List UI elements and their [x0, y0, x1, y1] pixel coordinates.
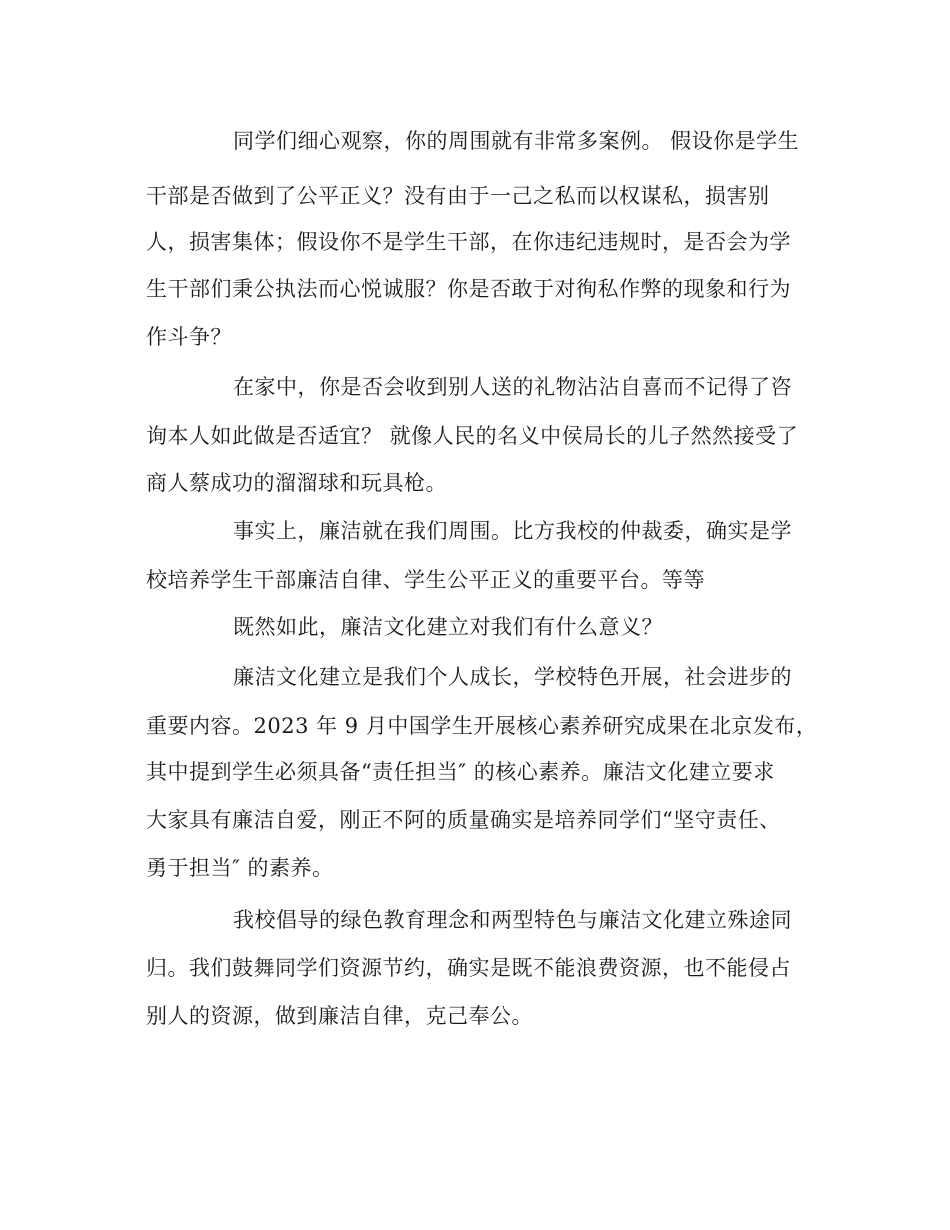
- text-line: 我校倡导的绿色教育理念和两型特色与廉洁文化建立殊途同: [233, 908, 792, 932]
- text-line: 询本人如此做是否适宜？ 就像人民的名义中侯局长的儿子然然接受了: [146, 424, 799, 448]
- text-line: 商人蔡成功的溜溜球和玩具枪。: [146, 471, 447, 495]
- text-line: 在家中，你是否会收到别人送的礼物沾沾自喜而不记得了咨: [233, 375, 792, 399]
- text-line: 干部是否做到了公平正义？没有由于一己之私而以权谋私，损害别: [146, 184, 770, 208]
- text-line: 勇于担当″ 的素养。: [146, 856, 334, 880]
- text-line: 生干部们秉公执法而心悦诚服？你是否敢于对徇私作弊的现象和行为: [146, 277, 791, 301]
- text-line: 同学们细心观察，你的周围就有非常多案例。 假设你是学生: [233, 129, 800, 153]
- text-line: 别人的资源，做到廉洁自律，克己奉公。: [146, 1004, 533, 1028]
- text-line: 事实上，廉洁就在我们周围。比方我校的仲裁委，确实是学: [233, 519, 792, 543]
- text-line: 作斗争？: [146, 325, 232, 349]
- text-line: 其中提到学生必须具备“责任担当″ 的核心素养。廉洁文化建立要求: [146, 760, 775, 784]
- text-line: 既然如此，廉洁文化建立对我们有什么意义？: [233, 615, 663, 639]
- text-line: 重要内容。2023 年 9 月中国学生开展核心素养研究成果在北京发布，: [146, 714, 818, 738]
- text-line: 人，损害集体；假设你不是学生干部，在你违纪违规时，是否会为学: [146, 230, 791, 254]
- text-line: 归。我们鼓舞同学们资源节约，确实是既不能浪费资源，也不能侵占: [146, 956, 791, 980]
- text-line: 廉洁文化建立是我们个人成长，学校特色开展，社会进步的: [233, 665, 792, 689]
- text-line: 大家具有廉洁自爱，刚正不阿的质量确实是培养同学们“坚守责任、: [146, 808, 781, 832]
- text-line: 校培养学生干部廉洁自律、学生公平正义的重要平台。等等: [146, 568, 705, 592]
